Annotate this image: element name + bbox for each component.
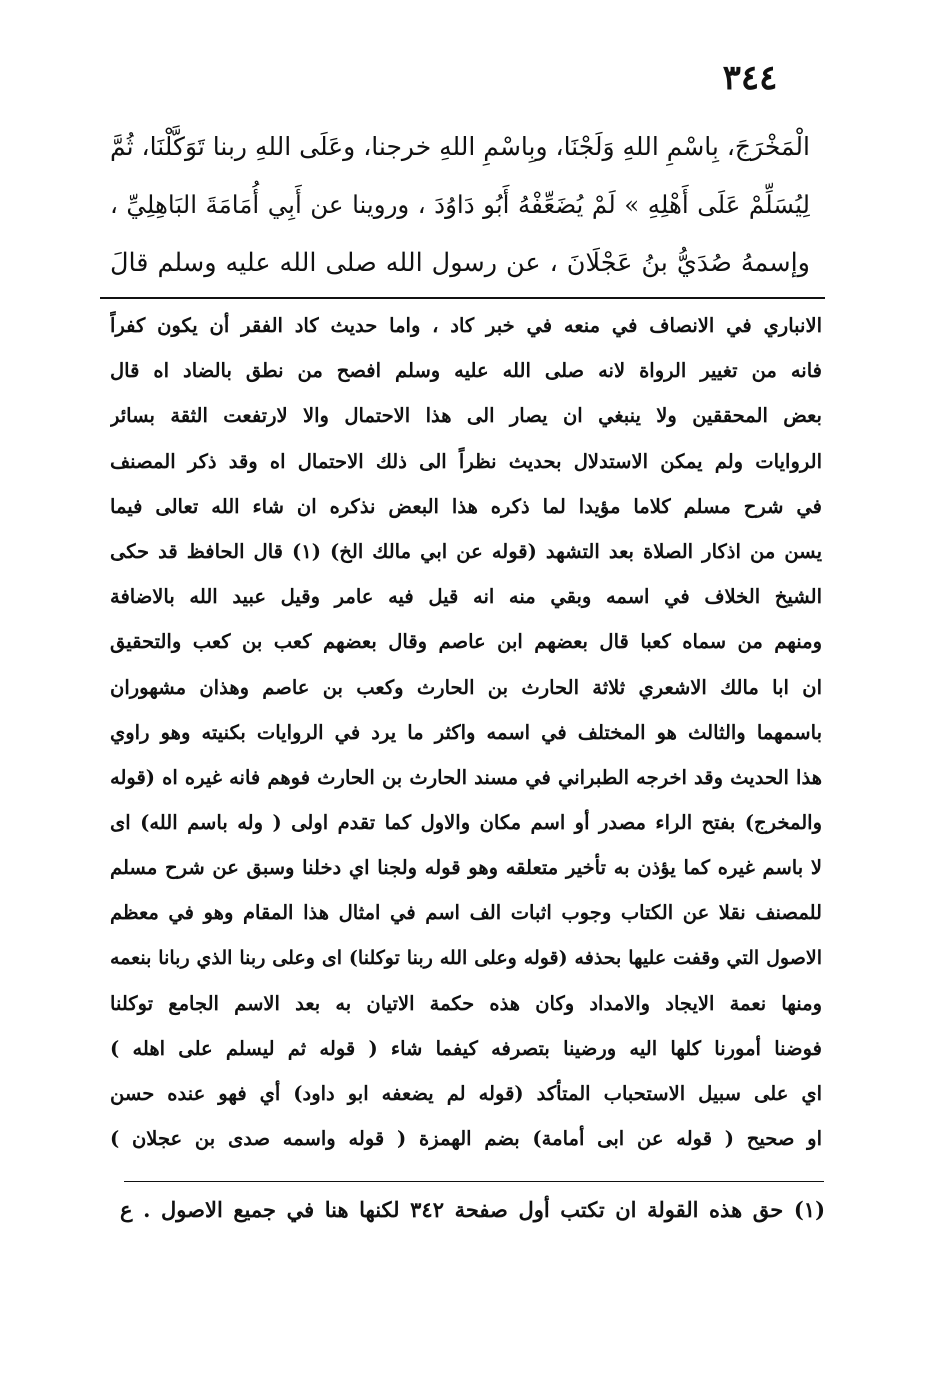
footnote: (١) حق هذه القولة ان تكتب أول صفحة ٣٤٢ لكنها هنا في جميع الاصول . ع [120, 1197, 825, 1222]
commentary-line: ان ابا مالك الاشعري ثلاثة الحارث بن الحارث وكعب بن عاصم وهذان مشهوران [110, 675, 822, 699]
main-text-line: وإسمهُ صُدَيُّ بنُ عَجْلَانَ ، عن رسول الله صلى الله عليه وسلم قالَ [110, 248, 810, 278]
commentary-line: ومنهم من سماه كعبا قال بعضهم ابن عاصم وقال بعضهم كعب بن كعب والتحقيق [110, 630, 822, 654]
footnote-divider [124, 1181, 824, 1182]
commentary-line: الشيخ الخلاف في اسمه وبقي منه انه قيل فيه عامر وقيل عبيد الله بالاضافة [110, 585, 822, 609]
page-number: ٣٤٤ [722, 58, 778, 98]
commentary-line: فوضنا أمورنا كلها اليه ورضينا بتصرفه كيفما شاء ( قوله ثم ليسلم على اهله ) [110, 1037, 822, 1060]
commentary-line: بعض المحققين ولا ينبغي ان يصار الى هذا الاحتمال والا لارتفعت الثقة بسائر [110, 404, 822, 428]
commentary-line: فانه من تغيير الرواة لانه صلى الله عليه وسلم افصح من نطق بالضاد اه قال [110, 359, 822, 383]
commentary-line: اي على سبيل الاستحباب المتأكد (قوله لم يضعفه ابو داود) أي فهو عنده حسن [110, 1082, 822, 1106]
commentary-line: للمصنف نقلا عن الكتاب وجوب اثبات الف اسم في امثال هذا المقام وهو في معظم [110, 901, 822, 925]
main-text-divider [100, 297, 825, 299]
commentary-line: في شرح مسلم كلاما مؤيدا لما ذكره هذا البعض نذكره ان شاء الله تعالى فيما [110, 494, 822, 518]
commentary-line: لا باسم غيره كما يؤذن به تأخير متعلقه وهو قوله ولجنا اي دخلنا وسبق عن شرح مسلم [110, 856, 822, 880]
commentary-line: والمخرج) بفتح الراء مصدر أو اسم مكان والاول كما تقدم اولى ( وله باسم الله) اى [110, 811, 822, 835]
commentary-line: يسن من اذكار الصلاة بعد التشهد (قوله عن ابي مالك الخ) (١) قال الحافظ قد حكى [110, 539, 822, 563]
main-text-line: لِيُسَلِّمْ عَلَى أَهْلِهِ » لَمْ يُضَعِّفْهُ أَبُو دَاوُدَ ، وروينا عن أَبِي أُمَامَةَ البَاهِلِيِّ ، [110, 190, 810, 219]
commentary-line: الاصول التي وقفت عليها بحذفه (قوله وعلى الله ربنا توكلنا) اى وعلى ربنا الذي ربانا بنعمه [110, 946, 822, 969]
commentary-line: باسمهما والثالث هو المختلف في اسمه واكثر ما يرد في الروايات بكنيته وهو راوي [110, 720, 822, 744]
commentary-line: او صحيح ( قوله عن ابى أمامة) بضم الهمزة ( قوله واسمه صدى بن عجلان ) [110, 1127, 822, 1151]
commentary-line: الانباري في الانصاف في منعه في خبر كاد ، واما حديث كاد الفقر أن يكون كفراً [110, 314, 822, 337]
commentary-line: هذا الحديث وقد اخرجه الطبراني في مسند الحارث بن الحارث فوهم فانه غيره اه (قوله [110, 765, 822, 789]
main-text-line: الْمَخْرَجَ، بِاسْمِ اللهِ وَلَجْنَا، وبِاسْمِ اللهِ خرجنا، وعَلَى اللهِ ربنا تَوَكَّلْنَا، ثُمَّ [110, 132, 810, 161]
main-hadith-text [110, 118, 810, 292]
commentary-line: الروايات ولم يمكن الاستدلال بحديث نظراً الى ذلك الاحتمال اه وقد ذكر المصنف [110, 449, 822, 473]
commentary-line: ومنها نعمة الايجاد والامداد وكان هذه حكمة الاتيان به بعد الاسم الجامع توكلنا [110, 991, 822, 1015]
commentary-text [110, 303, 822, 1162]
